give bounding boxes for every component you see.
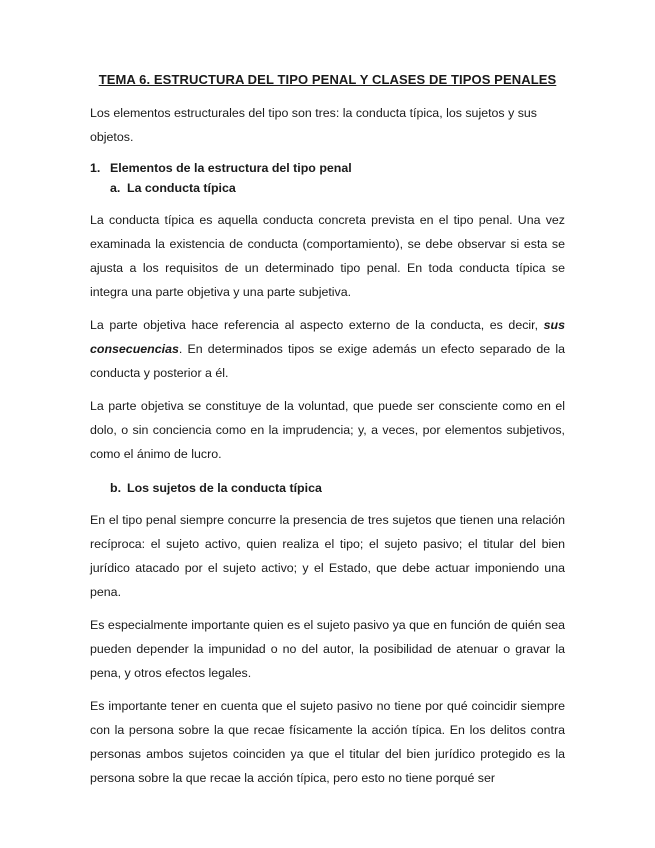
subsection-heading-a (110, 178, 565, 198)
section-heading-1 (90, 158, 565, 178)
paragraph-conducta-2 (90, 313, 565, 385)
emphasis-text: sus consecuencias (90, 318, 565, 356)
subsection-heading-text: Los sujetos de la conducta típica (127, 481, 322, 495)
subsection-letter: b. (110, 481, 122, 495)
paragraph-conducta-3: La parte objetiva se constituye de la voluntad, que puede ser consciente como en el dolo, o sin conciencia como en la imprudencia; y, a veces, por elementos subjetivos, como el ánimo de lucro. (90, 399, 565, 461)
text-run: . En determinados tipos se exige además un efecto separado de la conducta y posterior a él. (90, 342, 565, 380)
paragraph-sujetos-1: En el tipo penal siempre concurre la presencia de tres sujetos que tienen una relación recíproca: el sujeto activo, quien realiza el tipo; el sujeto pasivo; el titular del bien jurídico atacado por el sujeto activo; y el Estado, que debe actuar imponiendo una pena. (90, 513, 565, 599)
subsection-heading-text: La conducta típica (127, 181, 236, 195)
paragraph-sujetos-3: Es importante tener en cuenta que el sujeto pasivo no tiene por qué coincidir siempre con la persona sobre la que recae físicamente la acción típica. En los delitos contra personas ambos sujetos coinciden ya que el titular del bien jurídico protegido es la persona sobre la que recae la acción típica, pero esto no tiene porqué ser (90, 699, 565, 785)
subsection-heading-b (110, 478, 565, 498)
text-run: La parte objetiva hace referencia al aspecto externo de la conducta, es decir, (90, 318, 544, 332)
document-title: TEMA 6. ESTRUCTURA DEL TIPO PENAL Y CLASES DE TIPOS PENALES (98, 72, 557, 87)
subsection-letter: a. (110, 181, 121, 195)
paragraph-conducta-1: La conducta típica es aquella conducta concreta prevista en el tipo penal. Una vez examinada la existencia de conducta (comportamiento), se debe observar si esta se ajusta a los requisitos de un determinado tipo penal. En toda conducta típica se integra una parte objetiva y una parte subjetiva. (90, 213, 565, 299)
section-number: 1. (90, 161, 101, 175)
section-heading-text: Elementos de la estructura del tipo penal (110, 161, 352, 175)
paragraph-sujetos-2: Es especialmente importante quien es el sujeto pasivo ya que en función de quién sea pueden depender la impunidad o no del autor, la posibilidad de atenuar o gravar la pena, y otros efectos legales. (90, 618, 565, 680)
intro-paragraph: Los elementos estructurales del tipo son tres: la conducta típica, los sujetos y sus objetos. (90, 106, 537, 144)
document-body (90, 72, 565, 790)
